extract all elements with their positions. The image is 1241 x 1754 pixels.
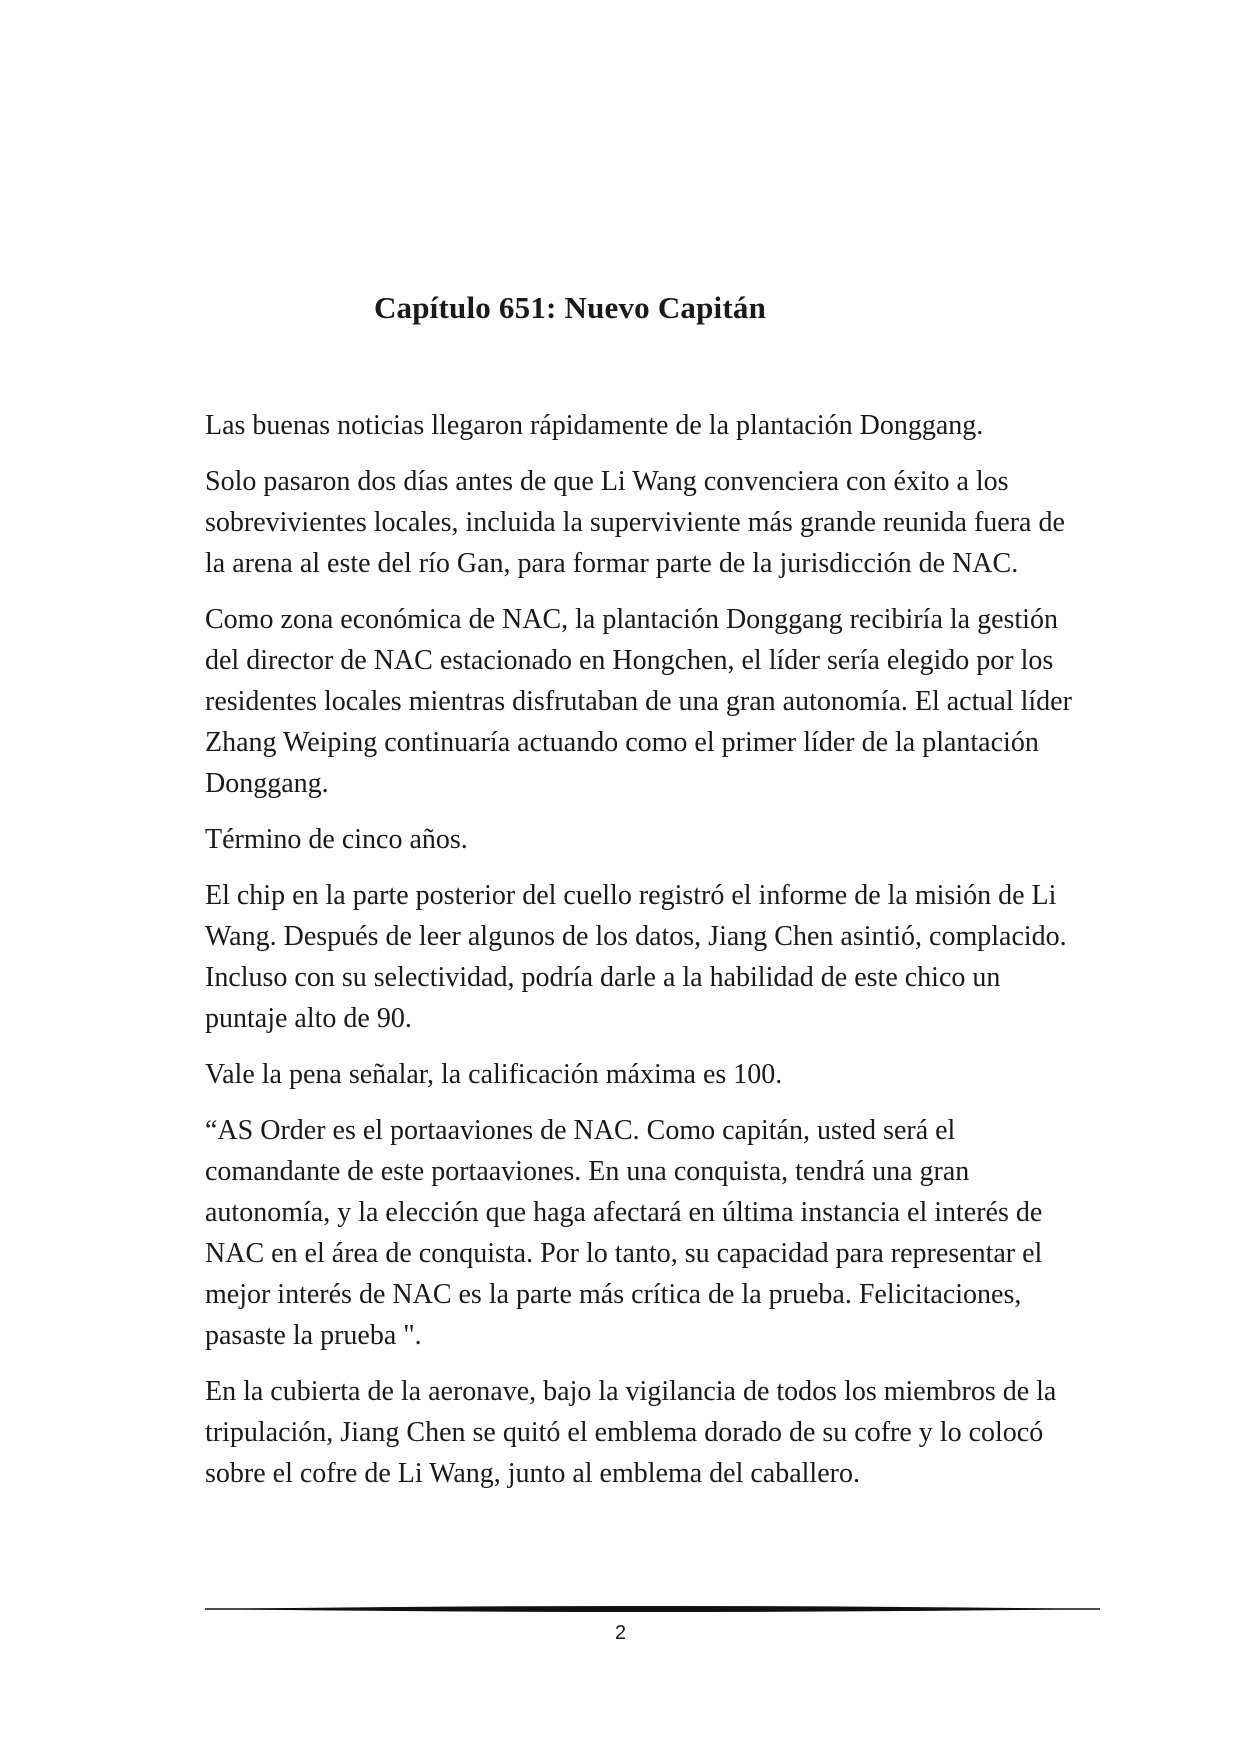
chapter-body	[205, 405, 1075, 1509]
paragraph: Vale la pena señalar, la calificación máxima es 100.	[205, 1059, 783, 1090]
paragraph: Como zona económica de NAC, la plantación Donggang recibiría la gestión del director de NAC estacionado en Hongchen, el líder sería elegido por los residentes locales mientras disfrutaban de una gran autonomía. El actual líder Zhang Weiping continuaría actuando como el primer líder de la plantación Donggang.	[205, 604, 1072, 799]
paragraph: “AS Order es el portaaviones de NAC. Como capitán, usted será el comandante de este portaaviones. En una conquista, tendrá una gran autonomía, y la elección que haga afectará en última instancia el interés de NAC en el área de conquista. Por lo tanto, su capacidad para representar el mejor interés de NAC es la parte más crítica de la prueba. Felicitaciones, pasaste la prueba ".	[205, 1115, 1043, 1351]
paragraph: En la cubierta de la aeronave, bajo la vigilancia de todos los miembros de la tripulación, Jiang Chen se quitó el emblema dorado de su cofre y lo colocó sobre el cofre de Li Wang, junto al emblema del caballero.	[205, 1376, 1057, 1489]
chapter-title: Capítulo 651: Nuevo Capitán	[373, 290, 767, 325]
paragraph: El chip en la parte posterior del cuello registró el informe de la misión de Li Wang. Después de leer algunos de los datos, Jiang Chen asintió, complacido. Incluso con su selectividad, podría darle a la habilidad de este chico un puntaje alto de 90.	[205, 880, 1067, 1034]
paragraph: Las buenas noticias llegaron rápidamente de la plantación Donggang.	[205, 410, 984, 441]
paragraph: Término de cinco años.	[205, 824, 468, 855]
paragraph: Solo pasaron dos días antes de que Li Wang convenciera con éxito a los sobrevivientes locales, incluida la superviviente más grande reunida fuera de la arena al este del río Gan, para formar parte de la jurisdicción de NAC.	[205, 466, 1065, 579]
page-number: 2	[614, 1622, 627, 1644]
footer-divider	[205, 1603, 1100, 1615]
